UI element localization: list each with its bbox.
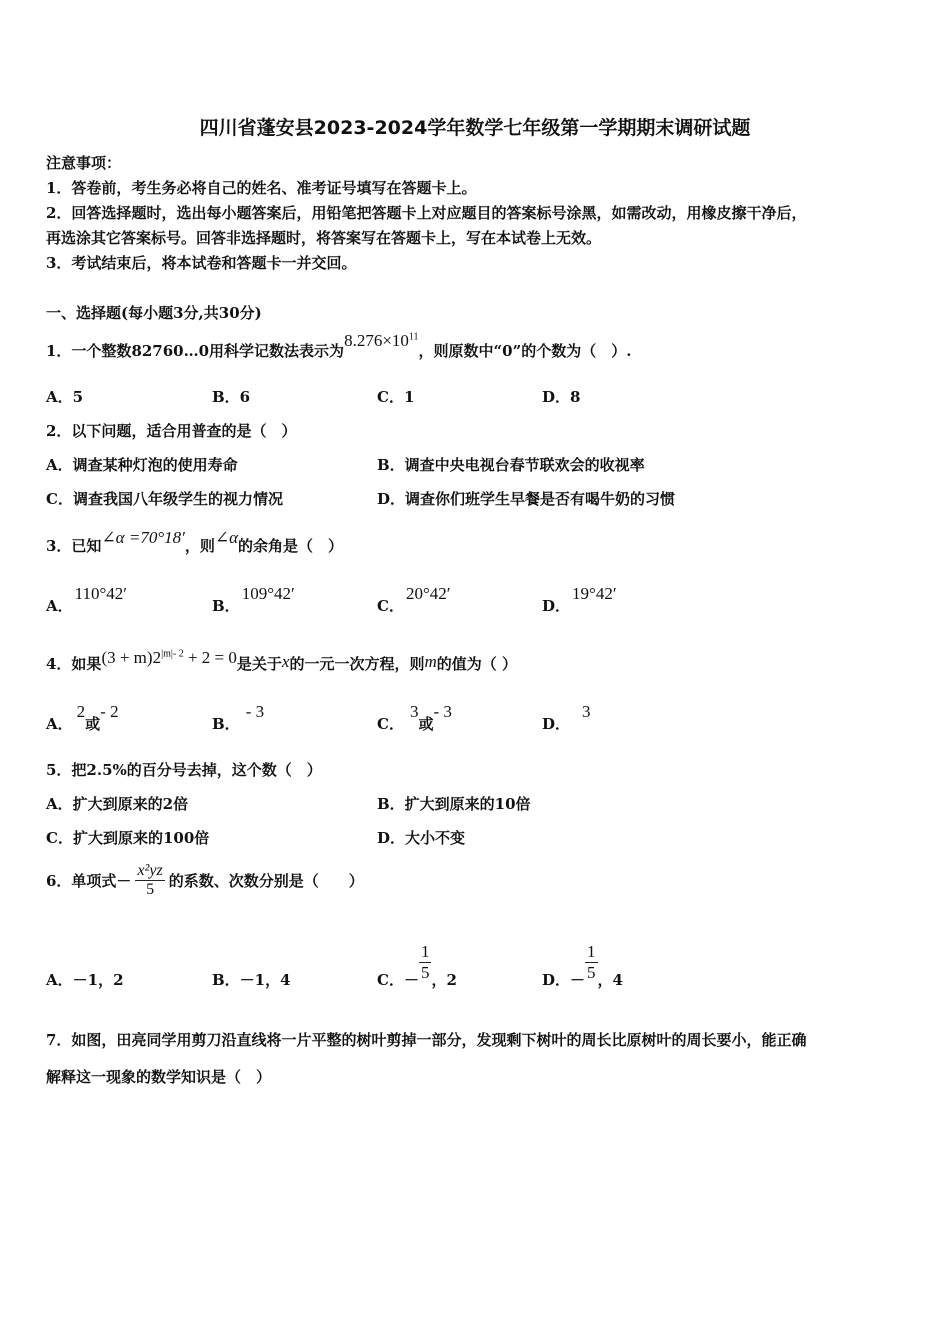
- q2-option-c[interactable]: C．调查我国八年级学生的视力情况: [46, 490, 283, 508]
- q4-stem-mid2: 的一元一次方程，则: [289, 655, 425, 673]
- q4-stem: [46, 648, 517, 674]
- page-title: 四川省蓬安县2023-2024学年数学七年级第一学期期末调研试题: [199, 117, 751, 139]
- q4-option-d-label: D．: [542, 715, 571, 733]
- q5-option-d[interactable]: D．大小不变: [377, 829, 466, 847]
- q4-stem-mid1: 是关于: [236, 655, 282, 673]
- q4-option-c-value-1: 3: [409, 702, 419, 721]
- notice-line-2b: 再选涂其它答案标号。回答非选择题时，将答案写在答题卡上，写在本试卷上无效。: [46, 229, 602, 247]
- q4-option-d[interactable]: [542, 702, 591, 734]
- q3-angle-expression: ∠α =70°18′: [101, 528, 185, 547]
- q5-option-c[interactable]: C．扩大到原来的100倍: [46, 829, 210, 847]
- q1-base: 8.276×10: [344, 331, 409, 350]
- q1-stem-pre: 1．一个整数82760…0用科学记数法表示为: [46, 342, 345, 360]
- notice-line-3: 3．考试结束后，将本试卷和答题卡一并交回。: [46, 254, 357, 272]
- q6-option-b[interactable]: B．－1，4: [212, 971, 291, 989]
- q6-stem: [46, 862, 364, 899]
- q4-stem-pre: 4．如果: [46, 655, 102, 673]
- q1-stem-post: ，则原数中“0”的个数为（ ）.: [418, 342, 632, 360]
- q4-option-c-or: 或: [418, 715, 434, 733]
- q4-option-a-value-1: 2: [76, 702, 86, 721]
- q3-alpha: ∠α: [214, 528, 239, 547]
- q3-option-a[interactable]: [46, 584, 128, 616]
- q6-option-d-suffix: ，4: [597, 971, 623, 989]
- q3-option-b[interactable]: [212, 584, 295, 616]
- q4-option-d-value: 3: [582, 702, 591, 721]
- q6-stem-pre: 6．单项式－: [46, 872, 132, 890]
- q4-equation-rhs: + 2 = 0: [183, 648, 237, 667]
- q6-option-c-prefix: C．－: [377, 971, 419, 989]
- q6-option-c-denominator: 5: [420, 963, 430, 982]
- q6-option-a[interactable]: A．－1，2: [46, 971, 124, 989]
- q3-stem: [46, 528, 344, 556]
- q6-option-c-suffix: ，2: [431, 971, 457, 989]
- q3-option-d[interactable]: [542, 584, 617, 616]
- q1-option-c[interactable]: C．1: [377, 388, 415, 406]
- notice-line-2a: 2．回答选择题时，选出每小题答案后，用铅笔把答题卡上对应题目的答案标号涂黑，如需改动，用橡皮擦干净后，: [46, 204, 807, 222]
- q2-stem: 2．以下问题，适合用普查的是（ ）: [46, 422, 297, 440]
- q6-option-c[interactable]: [377, 942, 457, 990]
- q1-option-b[interactable]: B．6: [212, 388, 251, 406]
- q1-expression: [344, 331, 418, 350]
- section-heading: 一、选择题(每小题3分,共30分): [46, 304, 262, 322]
- q6-option-d[interactable]: [542, 942, 623, 990]
- q6-option-c-fraction: [419, 942, 432, 983]
- q4-variable-m: m: [424, 652, 437, 671]
- q7-stem-line-2: 解释这一现象的数学知识是（ ）: [46, 1068, 272, 1086]
- q4-option-b-label: B．: [212, 715, 240, 733]
- q3-option-d-label: D．: [542, 597, 571, 615]
- q5-option-b[interactable]: B．扩大到原来的10倍: [377, 795, 531, 813]
- q6-option-d-numerator: 1: [587, 942, 596, 961]
- q2-option-b[interactable]: B．调查中央电视台春节联欢会的收视率: [377, 456, 645, 474]
- q6-fraction: [135, 862, 164, 899]
- q3-stem-mid: ，则: [184, 537, 215, 555]
- q6-option-d-denominator: 5: [587, 963, 596, 982]
- q3-option-c-value: 20°42′: [405, 584, 451, 603]
- q3-option-b-value: 109°42′: [241, 584, 295, 603]
- q3-option-a-value: 110°42′: [74, 584, 128, 603]
- q6-option-c-numerator: 1: [420, 942, 430, 961]
- q6-option-d-fraction: [585, 942, 598, 983]
- q5-option-a[interactable]: A．扩大到原来的2倍: [46, 795, 189, 813]
- q2-option-a[interactable]: A．调查某种灯泡的使用寿命: [46, 456, 238, 474]
- notice-heading: 注意事项：: [46, 154, 122, 172]
- q3-option-b-label: B．: [212, 597, 240, 615]
- q3-option-d-value: 19°42′: [572, 584, 617, 603]
- q1-stem: [46, 331, 632, 361]
- q3-option-c[interactable]: [377, 584, 451, 616]
- q4-option-a[interactable]: [46, 702, 119, 734]
- q6-fraction-numerator: x²yz: [137, 862, 163, 879]
- q4-option-a-value-2: - 2: [100, 702, 119, 721]
- q4-equation-lhs: (3 + m)2: [101, 648, 162, 667]
- q4-option-b[interactable]: [212, 702, 265, 734]
- q4-equation: [101, 648, 236, 667]
- q6-option-d-prefix: D．－: [542, 971, 586, 989]
- q4-variable-x: x: [281, 652, 290, 671]
- q3-option-c-label: C．: [377, 597, 404, 615]
- notice-line-1: 1．答卷前，考生务必将自己的姓名、准考证号填写在答题卡上。: [46, 179, 477, 197]
- q3-option-a-label: A．: [46, 597, 73, 615]
- q4-option-c[interactable]: [377, 702, 452, 734]
- q3-stem-post: 的余角是（ ）: [238, 537, 344, 555]
- q6-stem-post: 的系数、次数分别是（ ）: [168, 872, 364, 890]
- q1-option-d[interactable]: D．8: [542, 388, 581, 406]
- q4-option-c-value-2: - 3: [433, 702, 452, 721]
- q4-option-a-or: 或: [85, 715, 101, 733]
- q7-stem-line-1: 7．如图，田亮同学用剪刀沿直线将一片平整的树叶剪掉一部分，发现剩下树叶的周长比原树叶的周长要小，能正确: [46, 1031, 807, 1049]
- q5-stem: 5．把2.5%的百分号去掉，这个数（ ）: [46, 761, 322, 779]
- q4-stem-post: 的值为（ ）: [436, 655, 517, 673]
- q4-option-c-label: C．: [377, 715, 404, 733]
- q6-fraction-denominator: 5: [146, 881, 155, 898]
- q3-stem-pre: 3．已知: [46, 537, 102, 555]
- q1-option-a[interactable]: A．5: [46, 388, 84, 406]
- q4-equation-exponent: |m|- 2: [161, 648, 184, 660]
- q1-exponent: 11: [408, 331, 419, 343]
- q4-option-b-value: - 3: [245, 702, 265, 721]
- q2-option-d[interactable]: D．调查你们班学生早餐是否有喝牛奶的习惯: [377, 490, 676, 508]
- q4-option-a-label: A．: [46, 715, 73, 733]
